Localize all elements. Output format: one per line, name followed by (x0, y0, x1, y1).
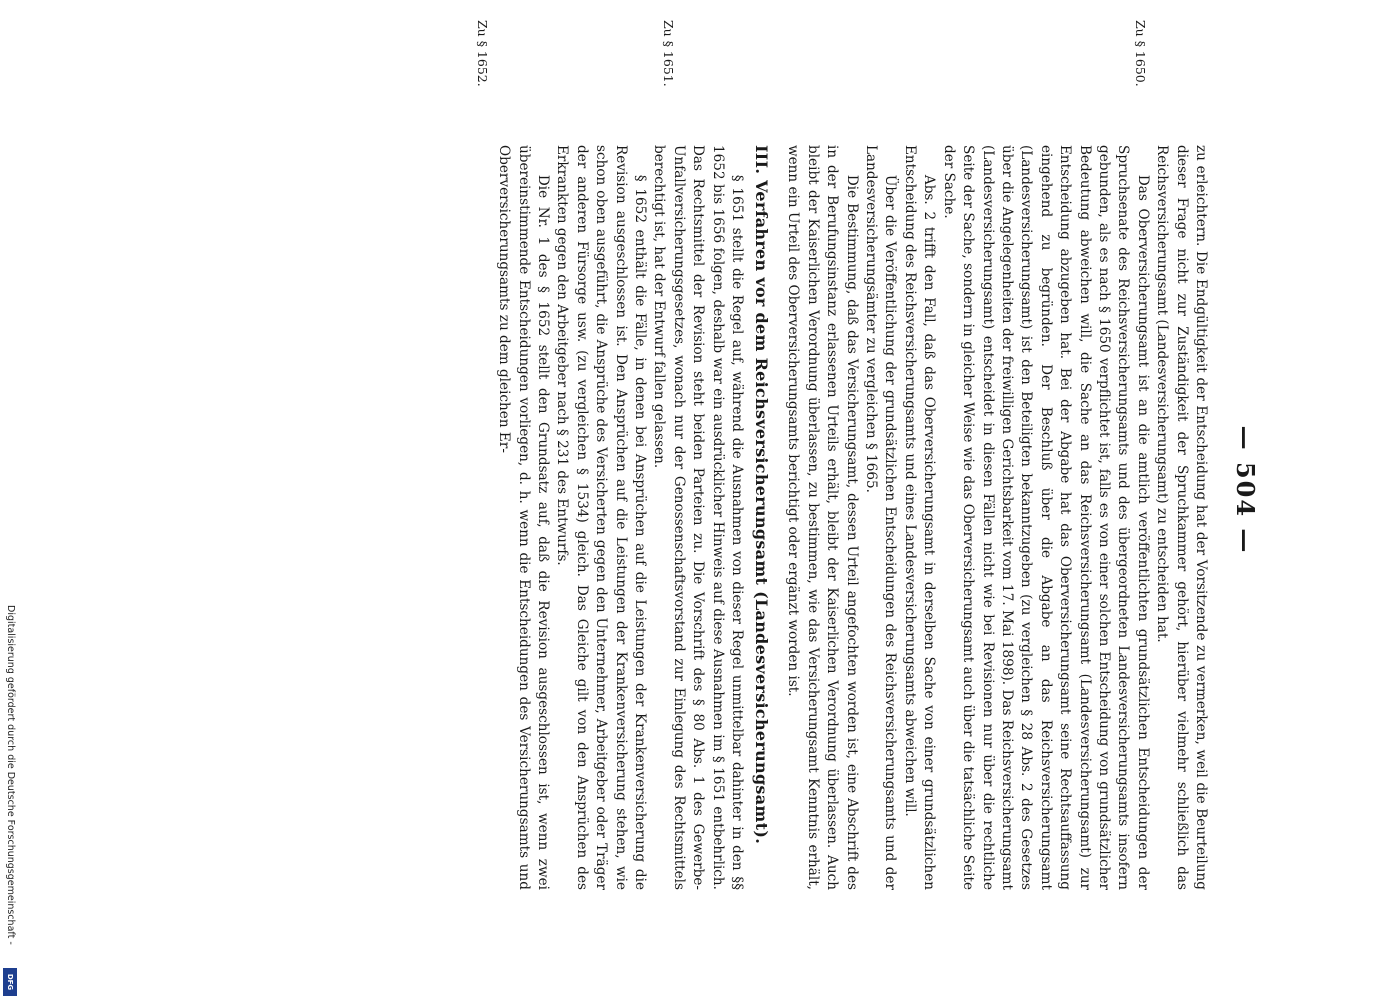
paragraph-7: § 1652 enthält die Fälle, in denen bei Ansprüchen auf die Leistungen der Krankenversicherung die Revision ausgeschlossen ist. Den Ansprüchen auf die Leistungen der Krankenversicherung stehen, wie schon oben ausgeführt, die Ansprüche des Versicherten gegen den Unternehmer, Arbeitgeber oder Träger der anderen Fürsorge usw. (zu vergleichen § 1534) gleich. Das Gleiche gilt von den Ansprüchen des Erkrankten gegen den Arbeitgeber nach § 231 des Entwurfs. (554, 145, 649, 890)
digitization-credit (2, 0, 18, 1000)
margin-note-1652: Zu § 1652. (475, 20, 490, 87)
section-heading: III. Verfahren vor dem Reichsversicherungsamt (Landesversicherungsamt). (752, 145, 772, 845)
paragraph-2: Das Oberversicherungsamt ist an die amtlich veröffentlichten grundsätzlichen Entscheidungen der Spruchsenate des Reichsversicherungsamts und des übergeordneten Landesversicherungsamts insofern gebunden, als es nach § 1650 verpflichtet ist, falls es von einer solchen Entscheidung von grundsätzlicher Bedeutung abweichen will, die Sache an das Reichsversicherungsamt (Landesversicherungsamt) zur Entscheidung abzugeben hat. Bei der Abgabe hat das Oberversicherungsamt seine Rechtsauffassung eingehend zu begründen. Der Beschluß über die Abgabe an das Reichsversicherungsamt (Landesversicherungsamt) ist den Beteiligten bekanntzugeben (zu vergleichen § 28 Abs. 2 des Gesetzes über die Angelegenheiten der freiwilligen Gerichtsbarkeit vom 17. Mai 1898). Das Reichsversicherungsamt (Landesversicherungsamt) entscheidet in diesen Fällen nicht wie bei Revisionen nur über die rechtliche Seite der Sache, sondern in gleicher Weise wie das Oberversicherungsamt auch über die tatsächliche Seite der Sache. (940, 145, 1151, 890)
margin-note-1651: Zu § 1651. (661, 20, 676, 87)
paragraph-1: zu erleichtern. Die Endgültigkeit der Entscheidung hat der Vorsitzende zu vermerken, weil die Beurteilung dieser Frage nicht zur Zuständigkeit der Spruchkammer gehört, hierüber vielmehr schließlich das Reichsversicherungsamt (Landesversicherungsamt) zu entscheiden hat. (1154, 145, 1209, 890)
margin-note-1650: Zu § 1650. (1133, 20, 1148, 87)
paragraph-5: Die Bestimmung, daß das Versicherungsamt, dessen Urteil angefochten worden ist, eine Abschrift des in der Berufungsinstanz erlassenen Urteils erhält, bleibt der Kaiserlichen Verordnung überlassen. Auch bleibt der Kaiserlichen Verordnung überlassen, zu bestimmen, wie das Versicherungsamt Kenntnis erhält, wenn ein Urteil des Oberversicherungsamts berichtigt oder ergänzt worden ist. (785, 145, 860, 890)
paragraph-4: Über die Veröffentlichung der grundsätzlichen Entscheidungen des Reichsversicherungsamts und der Landesversicherungsämter zu vergleichen § 1665. (863, 145, 899, 890)
page-number: — 504 — (1231, 425, 1260, 555)
rotated-page-content (160, 0, 1260, 990)
dfg-logo: DFG (3, 968, 17, 996)
body-text-column (494, 145, 1210, 890)
credit-text: Digitalisierung gefördert durch die Deutsche Forschungsgemeinschaft - (5, 605, 16, 945)
paragraph-6: § 1651 stellt die Regel auf, während die Ausnahmen von dieser Regel unmittelbar dahinter in den §§ 1652 bis 1656 folgen, deshalb war ein ausdrücklicher Hinweis auf diese Ausnahmen im § 1651 entbehrlich. Das Rechtsmittel der Revision steht beiden Parteien zu. Die Vorschrift des § 80 Abs. 1 des Gewerbe-Unfallversicherungsgesetzes, wonach nur der Genossenschaftsvorstand zur Einlegung des Rechtsmittels berechtigt ist, hat der Entwurf fallen gelassen. (651, 145, 746, 890)
paragraph-3: Abs. 2 trifft den Fall, daß das Oberversicherungsamt in derselben Sache von einer grundsätzlichen Entscheidung des Reichsversicherungsamts und eines Landesversicherungsamts abweichen will. (901, 145, 938, 890)
paragraph-8: Die Nr. 1 des § 1652 stellt den Grundsatz auf, daß die Revision ausgeschlossen ist, wenn zwei übereinstimmende Entscheidungen vorliegen, d. h. wenn die Entscheidungen des Versicherungsamts und Oberversicherungsamts zu dem gleichen Er- (496, 145, 551, 890)
